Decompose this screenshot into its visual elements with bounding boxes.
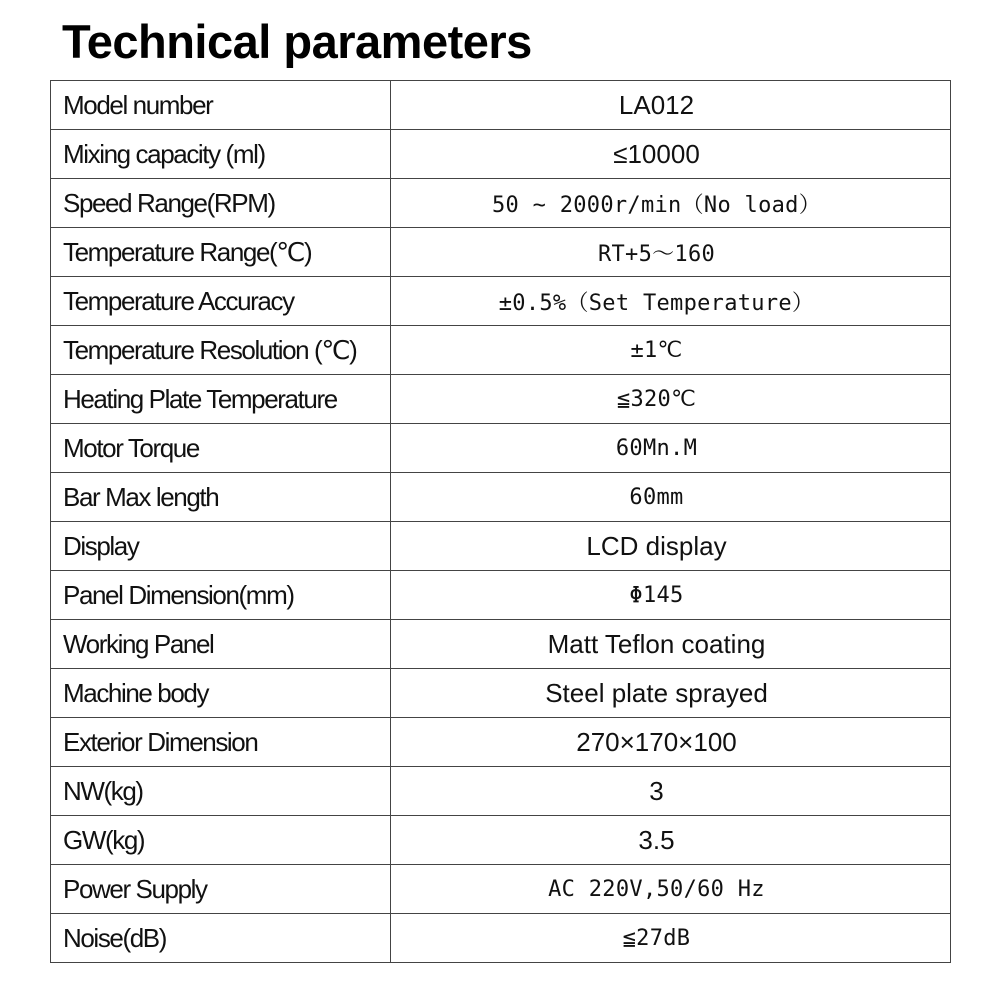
parameter-name: Speed Range(RPM) [51,179,391,228]
parameter-value: Matt Teflon coating [391,620,951,669]
parameter-name: Temperature Range(℃) [51,228,391,277]
parameter-value: 60Mn.M [391,424,951,473]
table-row [51,179,951,228]
parameter-value: 50 ~ 2000r/min（No load） [391,179,951,228]
page-title: Technical parameters [62,15,532,68]
table-row [51,326,951,375]
parameter-name: Exterior Dimension [51,718,391,767]
technical-parameters-table [50,80,951,963]
table-row [51,914,951,963]
table-row [51,424,951,473]
parameter-name: Noise(dB) [51,914,391,963]
parameter-value: ≦320℃ [391,375,951,424]
parameter-value: ≦27dB [391,914,951,963]
parameter-value: RT+5～160 [391,228,951,277]
parameter-name: Bar Max length [51,473,391,522]
parameter-name: Temperature Resolution (℃) [51,326,391,375]
parameter-name: NW(kg) [51,767,391,816]
table-row [51,571,951,620]
parameter-name: GW(kg) [51,816,391,865]
table-row [51,277,951,326]
parameter-name: Power Supply [51,865,391,914]
table-row [51,522,951,571]
table-row [51,130,951,179]
table-row [51,669,951,718]
parameter-value: Steel plate sprayed [391,669,951,718]
table-body [51,81,951,963]
parameter-value: ≤10000 [391,130,951,179]
parameter-name: Panel Dimension(mm) [51,571,391,620]
parameter-value: 60mm [391,473,951,522]
parameter-name: Machine body [51,669,391,718]
table-row [51,865,951,914]
table-row [51,228,951,277]
parameter-value: 3.5 [391,816,951,865]
parameter-value: AC 220V,50/60 Hz [391,865,951,914]
parameter-value: LA012 [391,81,951,130]
parameter-name: Mixing capacity (ml) [51,130,391,179]
parameter-value: Φ145 [391,571,951,620]
parameter-name: Model number [51,81,391,130]
parameter-value: LCD display [391,522,951,571]
parameter-value: 3 [391,767,951,816]
parameter-name: Temperature Accuracy [51,277,391,326]
table-row [51,620,951,669]
parameter-value: ±0.5%（Set Temperature） [391,277,951,326]
table-row [51,81,951,130]
parameter-name: Display [51,522,391,571]
parameter-value: ±1℃ [391,326,951,375]
parameter-name: Heating Plate Temperature [51,375,391,424]
table-row [51,473,951,522]
parameter-value: 270×170×100 [391,718,951,767]
table-row [51,816,951,865]
table-row [51,767,951,816]
parameter-name: Working Panel [51,620,391,669]
table-row [51,375,951,424]
parameter-name: Motor Torque [51,424,391,473]
table-row [51,718,951,767]
